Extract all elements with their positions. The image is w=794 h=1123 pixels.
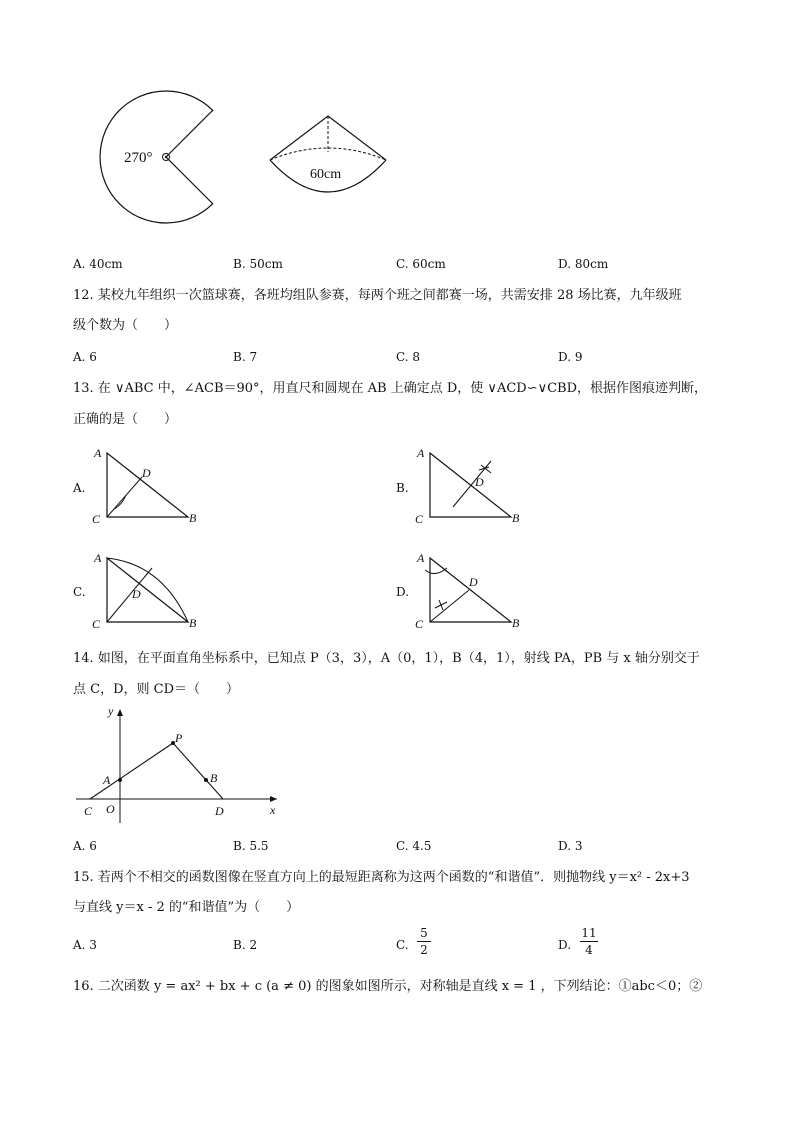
q15-option-b[interactable]: B. 2 (233, 938, 258, 952)
q15-fraction-d: 11 4 (581, 926, 597, 957)
q14-option-d[interactable]: D. 3 (558, 839, 583, 853)
cone-figure (264, 112, 394, 197)
q11-option-a[interactable]: A. 40cm (73, 257, 123, 271)
q14-stem-line2: 点 C，D，则 CD＝（ ） (73, 682, 240, 697)
q13-option-d[interactable]: D. (396, 585, 410, 599)
q14-option-c[interactable]: C. 4.5 (396, 839, 432, 853)
svg-text:C: C (92, 617, 101, 631)
svg-text:A: A (94, 551, 102, 565)
angle-label: 270° (124, 150, 153, 166)
svg-text:A: A (94, 446, 102, 460)
svg-text:D: D (215, 804, 224, 818)
q11-option-b[interactable]: B. 50cm (233, 257, 283, 271)
q11-option-d[interactable]: D. 80cm (558, 257, 609, 271)
sector-figure (90, 90, 220, 230)
q12-option-b[interactable]: B. 7 (233, 350, 258, 364)
q12-option-c[interactable]: C. 8 (396, 350, 421, 364)
svg-text:B: B (189, 511, 197, 525)
q15-option-d[interactable]: D. (558, 938, 572, 952)
svg-text:A: A (417, 446, 425, 460)
svg-text:C: C (92, 512, 101, 526)
q13-stem-line2: 正确的是（ ） (73, 412, 178, 427)
triangle-figure-b (413, 445, 533, 530)
coordinate-figure (72, 705, 287, 825)
svg-text:P: P (175, 731, 183, 745)
svg-text:D: D (132, 587, 141, 601)
svg-text:B: B (189, 616, 197, 630)
q15-fraction-c: 5 2 (417, 926, 431, 957)
svg-text:x: x (270, 803, 276, 817)
triangle-figure-a (90, 445, 210, 530)
q12-stem-line2: 级个数为（ ） (73, 318, 178, 333)
q15-option-a[interactable]: A. 3 (73, 938, 97, 952)
svg-text:D: D (142, 466, 151, 480)
q14-option-b[interactable]: B. 5.5 (233, 839, 269, 853)
svg-text:D: D (469, 575, 478, 589)
svg-text:C: C (415, 512, 424, 526)
svg-text:B: B (512, 511, 520, 525)
q12-option-d[interactable]: D. 9 (558, 350, 583, 364)
q12-option-a[interactable]: A. 6 (73, 350, 97, 364)
cone-label: 60cm (310, 167, 342, 182)
q12-stem-line1: 12. 某校九年组织一次篮球赛，各班均组队参赛，每两个班之间都赛一场，共需安排 28 场比赛，九年级班 (73, 288, 682, 303)
svg-text:D: D (475, 475, 484, 489)
triangle-figure-d (413, 550, 533, 635)
q13-option-c[interactable]: C. (73, 585, 86, 599)
q15-option-c[interactable]: C. (396, 938, 409, 952)
svg-text:C: C (84, 804, 93, 818)
q14-option-a[interactable]: A. 6 (73, 839, 97, 853)
q15-stem-line1: 15. 若两个不相交的函数图像在竖直方向上的最短距离称为这两个函数的“和谐值”．则抛物线 y＝x² - 2x+3 (73, 870, 690, 885)
svg-text:C: C (415, 617, 424, 631)
svg-text:B: B (512, 616, 520, 630)
svg-text:A: A (103, 773, 111, 787)
q13-option-a[interactable]: A. (73, 481, 86, 495)
q13-stem-line1: 13. 在 ∨ABC 中，∠ACB＝90°，用直尺和圆规在 AB 上确定点 D，使 ∨ACD∽∨CBD，根据作图痕迹判断， (73, 381, 708, 396)
svg-text:O: O (106, 802, 115, 816)
q14-stem-line1: 14. 如图，在平面直角坐标系中，已知点 P（3，3），A（0，1），B（4，1），射线 PA，PB 与 x 轴分别交于 (73, 651, 700, 666)
svg-text:y: y (108, 704, 114, 718)
q16-stem-line1: 16. 二次函数 y = ax² + bx + c (a ≠ 0) 的图象如图所示，对称轴是直线 x = 1 ，下列结论：①abc＜0；② (73, 979, 703, 994)
triangle-figure-c (90, 550, 210, 635)
q13-option-b[interactable]: B. (396, 481, 409, 495)
sector-outline (100, 91, 213, 223)
svg-text:B: B (210, 771, 218, 785)
q15-stem-line2: 与直线 y＝x - 2 的“和谐值”为（ ） (73, 900, 300, 915)
q11-option-c[interactable]: C. 60cm (396, 257, 446, 271)
svg-text:A: A (417, 551, 425, 565)
